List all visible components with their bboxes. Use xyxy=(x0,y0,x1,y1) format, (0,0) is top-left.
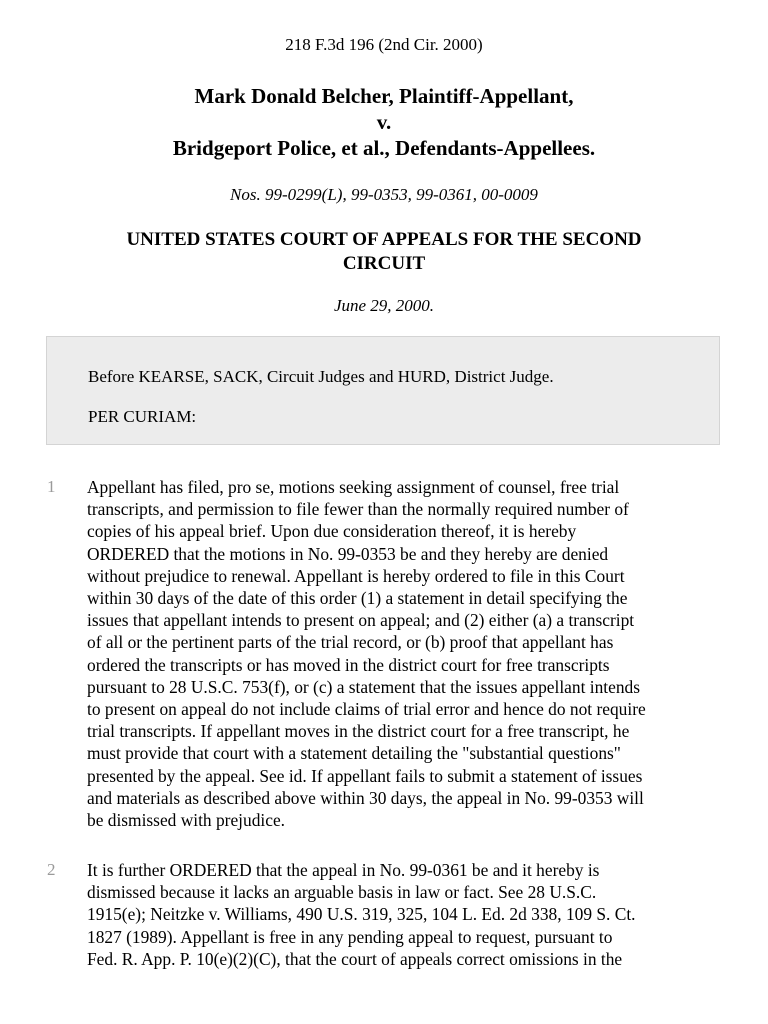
docket-numbers: Nos. 99-0299(L), 99-0353, 99-0361, 00-0009 xyxy=(230,185,538,204)
bench-panel xyxy=(46,336,720,445)
text-line: must provide that court with a statement detailing the "substantial questions" xyxy=(87,743,621,764)
text-line: Fed. R. App. P. 10(e)(2)(C), that the court of appeals correct omissions in the xyxy=(87,948,623,969)
text-line: and materials as described above within 30 days, the appeal in No. 99-0353 will xyxy=(87,787,644,808)
paragraph-number: 1 xyxy=(47,477,56,496)
text-line: without prejudice to renewal. Appellant is hereby ordered to file in this Court xyxy=(87,565,625,586)
per-curiam-label: PER CURIAM: xyxy=(88,407,197,426)
text-line: issues that appellant intends to present on appeal; and (2) either (a) a transcript xyxy=(87,610,635,631)
text-line: It is further ORDERED that the appeal in No. 99-0361 be and it hereby is xyxy=(87,860,600,880)
bench-judges: Before KEARSE, SACK, Circuit Judges and HURD, District Judge. xyxy=(88,367,554,386)
text-line: of all or the pertinent parts of the trial record, or (b) proof that appellant has xyxy=(87,632,614,653)
court-name xyxy=(50,228,718,276)
court-name-line-2: CIRCUIT xyxy=(342,253,426,274)
text-line: dismissed because it lacks an arguable basis in law or fact. See 28 U.S.C. xyxy=(87,882,597,903)
text-line: Appellant has filed, pro se, motions seeking assignment of counsel, free trial xyxy=(87,477,620,497)
plaintiff-line: Mark Donald Belcher, Plaintiff-Appellant, xyxy=(194,84,574,108)
paragraph-number: 2 xyxy=(47,860,56,879)
text-line: within 30 days of the date of this order (1) a statement in detail specifying the xyxy=(87,588,628,609)
text-line: presented by the appeal. See id. If appellant fails to submit a statement of issues xyxy=(87,765,643,786)
decision-date: June 29, 2000. xyxy=(333,296,435,315)
text-line: 1827 (1989). Appellant is free in any pending appeal to request, pursuant to xyxy=(87,926,613,947)
text-line: ordered the transcripts or has moved in the district court for free transcripts xyxy=(87,654,610,675)
paragraph-text xyxy=(87,476,737,831)
text-line: 1915(e); Neitzke v. Williams, 490 U.S. 319, 325, 104 L. Ed. 2d 338, 109 S. Ct. xyxy=(87,904,636,925)
paragraph-text xyxy=(87,859,737,970)
text-line: transcripts, and permission to file fewer than the normally required number of xyxy=(87,499,629,520)
text-line: to present on appeal do not include claims of trial error and hence do not require xyxy=(87,699,646,720)
case-parties xyxy=(0,83,768,161)
text-line: ORDERED that the motions in No. 99-0353 be and they hereby are denied xyxy=(87,543,609,564)
text-line: be dismissed with prejudice. xyxy=(87,810,286,831)
defendants-line: Bridgeport Police, et al., Defendants-Appellees. xyxy=(172,136,596,160)
versus-line: v. xyxy=(376,110,392,134)
court-name-line-1: UNITED STATES COURT OF APPEALS FOR THE SECOND xyxy=(126,229,642,250)
case-citation: 218 F.3d 196 (2nd Cir. 2000) xyxy=(285,35,483,54)
text-line: trial transcripts. If appellant moves in the district court for a free transcript, he xyxy=(87,721,630,742)
text-line: pursuant to 28 U.S.C. 753(f), or (c) a statement that the issues appellant intends xyxy=(87,676,641,697)
text-line: copies of his appeal brief. Upon due consideration thereof, it is hereby xyxy=(87,521,577,542)
